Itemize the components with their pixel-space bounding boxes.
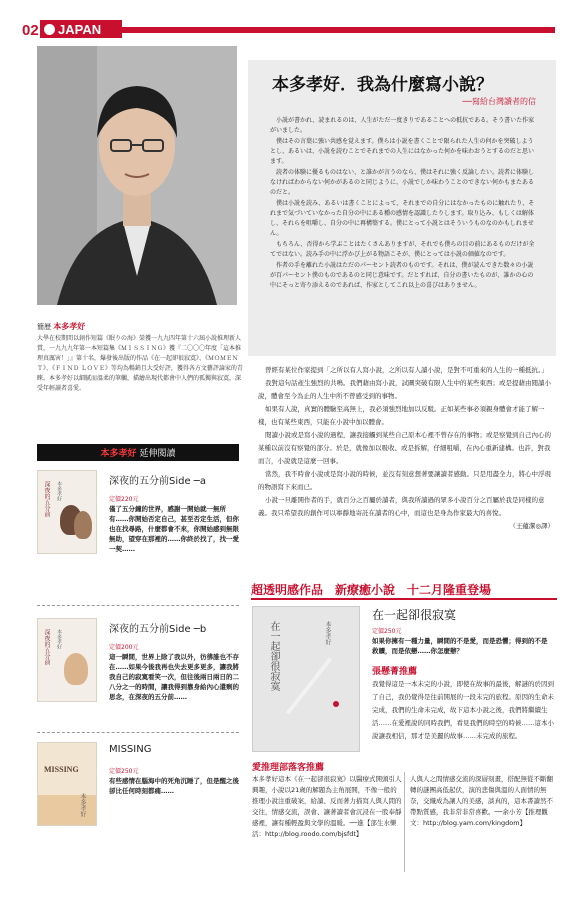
book-price: 定價200元 (109, 644, 139, 651)
bio-label: 簡歷 (37, 323, 51, 331)
brand-text: JAPAN (58, 21, 102, 37)
translator-credit: （王蘊潔◎譯） (509, 522, 554, 530)
letter-paragraph: 読者の体験に優るものはない、と誰かが言うのなら、僕はそれに強く反論したい。読者に体験しなければわからない何かがあるのと同じように、小説でしか味わうことのできない何かもまたあるのだと。 (270, 169, 535, 196)
letter-body-chinese (258, 364, 554, 533)
bio-author-name: 本多孝好 (53, 322, 86, 331)
featured-book-cover[interactable] (252, 606, 360, 752)
book-cover-author: 本多孝好 (56, 629, 62, 649)
featured-book-price: 定價250元 (372, 628, 402, 635)
book-price: 定價250元 (109, 768, 139, 775)
zh-paragraph: 閱讀小說或是寫小說的過程，讓我接觸到某些自己原本心裡不曾存在的事物；或是察覺到自己內心的某種以前沒有察覺的部分。於是，就像加以吸收、或是拆解，仔細咀嚼，在內心重新建構。也許，對我而言，小說就是這麼一回事。 (258, 431, 551, 465)
divider (37, 732, 239, 733)
letter-title: 本多孝好．我為什麼寫小說？ (272, 75, 493, 95)
promo-banner: 超透明感作品 新療癒小說 十二月隆重登場 (251, 583, 492, 597)
book-title[interactable]: 深夜的五分前Side ─a (109, 476, 206, 487)
letter-paragraph: 僕は小説を読み、あるいは書くことによって、それまでの自分にはなかったものに触れたり、それまで気づいていなかった自分の中にある種の感情を認識したりします。取り込み、もしくは解体し、それらを咀嚼し、自分の中に再構築する。僕にとって小説とはそういうものなのかもしれません。 (270, 200, 535, 237)
zh-paragraph: 我對這句話產生強烈的共鳴。我們藉由寫小說，試圖突破有限人生中的某些東西；或是提藉由閱讀小說，體會至今為止的人生中所不曾感受到的事物。 (258, 379, 551, 400)
book-title[interactable]: 深夜的五分前Side ─b (109, 624, 207, 635)
letter-paragraph: もちろん、否得から学ぶことはたくさんありますが、それでも僕らの目の前にあるものだけが全てではない。読み手の中に浮かび上がる物語こそが、僕にとっては小説の価値なのです。 (270, 241, 535, 258)
featured-recommendation: 我覺得這是一本未完的小說，即使在故事的最後，解謎的於因到了自己，我仍覺得是往前開展的一段未完的旅程。原因的生命未完成，我們的生命未完成，故下這本小說之後，我們將繼續生活……在愛裡說的同時我們，看見我們的時空的時候……這本小說讓我相信，那才是美麗的故事……未完成的旅程。 (372, 680, 554, 740)
blogger-recommend-heading: 愛推理部落客推薦 (252, 763, 325, 773)
book-item[interactable] (37, 470, 239, 590)
page-number: 02 (22, 22, 39, 39)
letter-paragraph: 作者の手を離れた小説はただのパーセント読者のものです。それは、僕が読んできた数々の小説が百パーセント僕のものであるのと同じ意味です。だとすれば、自分の書いたものが、誰かの心の中にそっと寄り添えるのであれば、作家としてこれ以上の喜びはありません。 (270, 262, 534, 289)
brand-logo-icon (44, 24, 55, 35)
brand-label (40, 20, 122, 38)
blogger-recommend-text: 本多孝好這本《在一起卻很寂寞》以醫療式開頭引人興趣，小說以21歲的解題為主角展開，不像一般的推理小說注重破案，給讀、反而著力描寫人與人間的交往，情感交流，誤會、讓著讀者會沉浸在一股奉靜感裡，讓有種輕盈與文學的溫暖。──進【部生水樂活：http://blog.roodo.com/bjsfdt】 (252, 775, 402, 838)
book-cover[interactable] (37, 618, 97, 702)
featured-recommender: 張懸菁推薦 (372, 667, 418, 677)
book-item[interactable] (37, 742, 239, 852)
extended-reading-header (37, 444, 239, 461)
blogger-recommend-text: 人與人之間情感交流的深層刻畫，搭配無從不斷翻轉的謎團高低起伏，演的悲傷與溫的人面情的無奈，交織成為讓人的美感，談真的，這本書讀然不帶點質感，我非常非常喜歡。──余小芳【推理觀文：http://blog.yam.com/kingdom】 (410, 775, 553, 827)
zh-paragraph: 曾經有某位作家提到「之所以有人寫小說，之所以有人讀小說，是對不可重來的人生的一種抵抗。」 (265, 366, 548, 374)
bio-text: 大學在校期間以創作短篇《眠りの海》榮獲一九九四年第十六屆小說推理新人賞，一九九九年第一本短篇集《ＭＩＳＳＩＮＧ》獲『二〇〇〇年度「這本推理真厲害！」』第十名，爆發後出版的作品《在一起卻很寂寞》、《ＭＯＭＥＮＴ》、《ＦＩＮＤ ＬＯＶＥ》等均為暢銷且大受好評，獲得各方文藝評論家的青睞。本多孝好以細膩而溫柔的筆觸，描繪出現代都會中人們的孤獨與寂寞，深受年輕讀者喜愛。 (37, 335, 243, 392)
divider (37, 605, 239, 606)
featured-book-title[interactable]: 在一起卻很寂寞 (372, 608, 457, 622)
book-title[interactable]: MISSING (109, 744, 152, 755)
author-photo (37, 46, 237, 305)
book-cover-author: 本多孝好 (56, 481, 62, 501)
extended-reading-label: 延伸閱讀 (139, 449, 176, 459)
column-divider (404, 772, 405, 872)
letter-body-japanese (270, 116, 538, 292)
letter-box (248, 60, 556, 356)
book-description: 這一瞬間，世界上除了我以外，彷彿誰也不存在……如果今後我再也失去更多更多，讓我將我自己的寂寞看笑一次，但往後兩日兩日的二八分之一的時間，讓我得到靠身給內心還剩的思念，在深夜的五分前…… (109, 653, 239, 701)
bio-heading (37, 322, 243, 332)
book-cover-title: 深夜的五分前 (43, 629, 50, 665)
author-bio (37, 322, 243, 394)
page-header (0, 22, 572, 44)
extended-reading-author: 本多孝好 (100, 449, 137, 459)
zh-paragraph: 如果有人說，真實的體驗至高無上，我必須強烈地加以反駁。正如某些事必須親身體會才能了解一樣，也有某些東西，只能在小說中加以體會。 (258, 405, 545, 426)
book-description: 僅了五分鐘的世界，感謝一開始就一無所有……你開始否定自己，甚至否定生活，但你也在找尋路，什麼都會不來，你開始感到無限無助，望穿在那裡的……你終於找了，找一愛一契…… (109, 505, 239, 553)
book-cover[interactable] (37, 742, 97, 826)
banner-rule (251, 598, 557, 600)
zh-paragraph: 當然，我不時會小說或是寫小說的時候，並沒有刻意想著要讓讀者感動。只是用盡全力，將心中浮現的物語寫下來而已。 (258, 470, 551, 491)
book-item[interactable] (37, 618, 239, 728)
book-cover[interactable] (37, 470, 97, 554)
letter-paragraph: 小説が書かれ、読まれるのは、人生がただ一度きりであることへの抵抗である。そう書いた作家がいました。 (270, 117, 535, 134)
book-cover-title: 深夜的五分前 (43, 481, 50, 517)
book-cover-title: MISSING (44, 765, 79, 774)
featured-cover-title: 在一起卻很寂寞 (268, 621, 279, 691)
zh-paragraph: 小說一旦離開作者的手，就百分之百屬於讀者，與我所讀過的眾多小說百分之百屬於我是同樣的意義。我只希望我的創作可以寧靜地寄託在讀者的心中，而這也是身為作家最大的喜悅。 (258, 496, 545, 517)
book-price: 定價220元 (109, 496, 139, 503)
letter-paragraph: 僕はその言葉に強い共感を覚えます。僕らは小説を書くことで限られた人生の何かを突破しようとし、あるいは、小説を読むことでそれまでの人生にはなかった何かを味わおうとするのだと思います。 (270, 138, 535, 165)
featured-book-description: 如果你擁有一種力量，瞬間的不是愛，而是恐懼；得到的不是救贖，而是依戀……你怎麼辦？ (372, 637, 548, 655)
book-cover-author: 本多孝好 (79, 793, 86, 817)
featured-cover-author: 本多孝好 (324, 621, 331, 645)
letter-subtitle: ──寫給台灣讀者的信 (462, 97, 536, 106)
book-description: 有些感情在腦海中的死角沉睡了，但是醒之後卻比任何時刻都痛…… (109, 777, 239, 795)
